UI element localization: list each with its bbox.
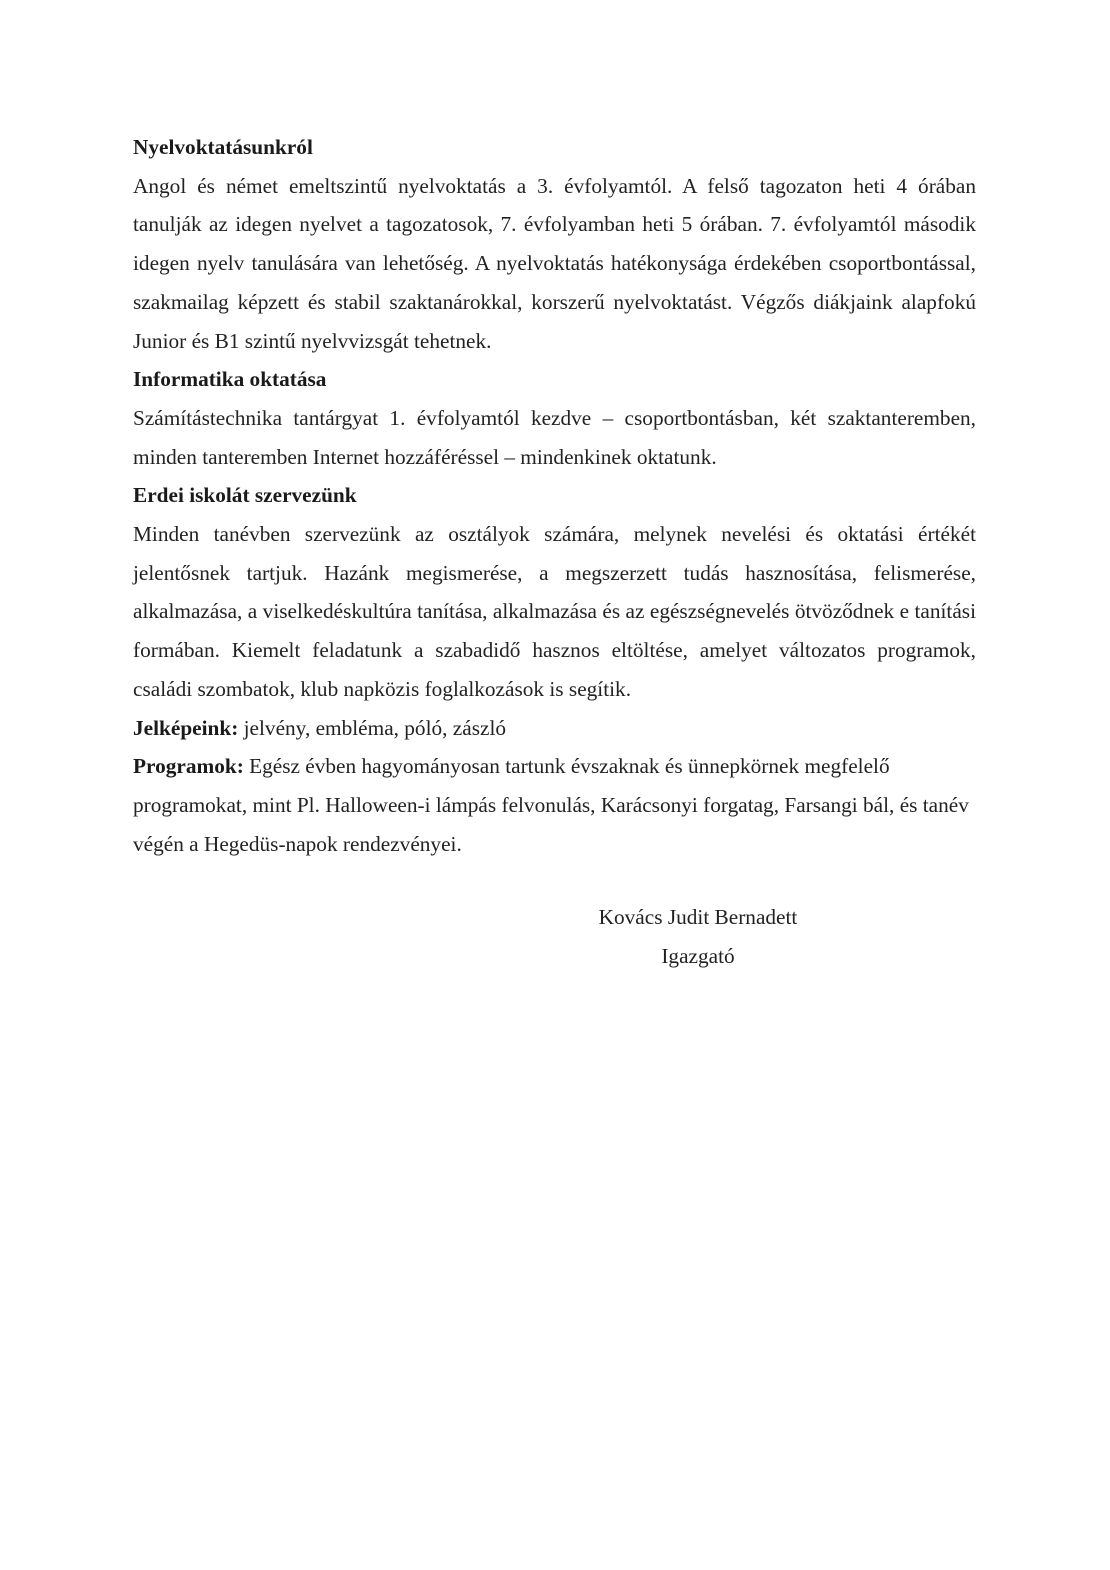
symbols-label: Jelképeink: [133,715,239,740]
programs-paragraph [133,747,976,863]
forest-school-heading: Erdei iskolát szervezünk [133,483,357,508]
signature-name: Kovács Judit Bernadett [598,905,798,929]
language-paragraph: Angol és német emeltszintű nyelvoktatás a 3. évfolyamtól. A felső tagozaton heti 4 órában tanulják az idegen nyelvet a tagozatosok, 7. évfolyamban heti 5 órában. 7. évfolyamtól második idegen nyelv tanulására van lehetőség. A nyelvoktatás hatékonysága érdekében csoportbontással, szakmailag képzett és stabil szaktanárokkal, korszerű nyelvoktatást. Végzős diákjaink alapfokú Junior és B1 szintű nyelvvizsgát tehetnek. [133,173,976,353]
programs-text: Egész évben hagyományosan tartunk évszaknak és ünnepkörnek megfelelő programokat, mint Pl. Halloween-i lámpás felvonulás, Karácsonyi forgatag, Farsangi bál, és tanév végén a Hegedüs-napok rendezvényei. [133,754,969,856]
forest-school-paragraph: Minden tanévben szervezünk az osztályok számára, melynek nevelési és oktatási értékét jelentősnek tartjuk. Hazánk megismerése, a megszerzett tudás hasznosítása, felismerése, alkalmazása, a viselkedéskultúra tanítása, alkalmazása és az egészségnevelés ötvöződnek e tanítási formában. Kiemelt feladatunk a szabadidő hasznos eltöltése, amelyet változatos programok, családi szombatok, klub napközis foglalkozások is segítik. [133,522,976,701]
informatics-heading: Informatika oktatása [133,367,327,392]
signature-block [560,898,836,975]
signature-title: Igazgató [661,943,735,968]
symbols-line [133,709,976,748]
symbols-text: jelvény, embléma, póló, zászló [238,715,507,740]
programs-label: Programok: [133,754,244,779]
language-heading: Nyelvoktatásunkról [133,135,313,159]
informatics-paragraph: Számítástechnika tantárgyat 1. évfolyamtól kezdve – csoportbontásban, két szaktanteremben, minden tanteremben Internet hozzáféréssel – mindenkinek oktatunk. [133,405,976,469]
document-body [133,128,976,863]
